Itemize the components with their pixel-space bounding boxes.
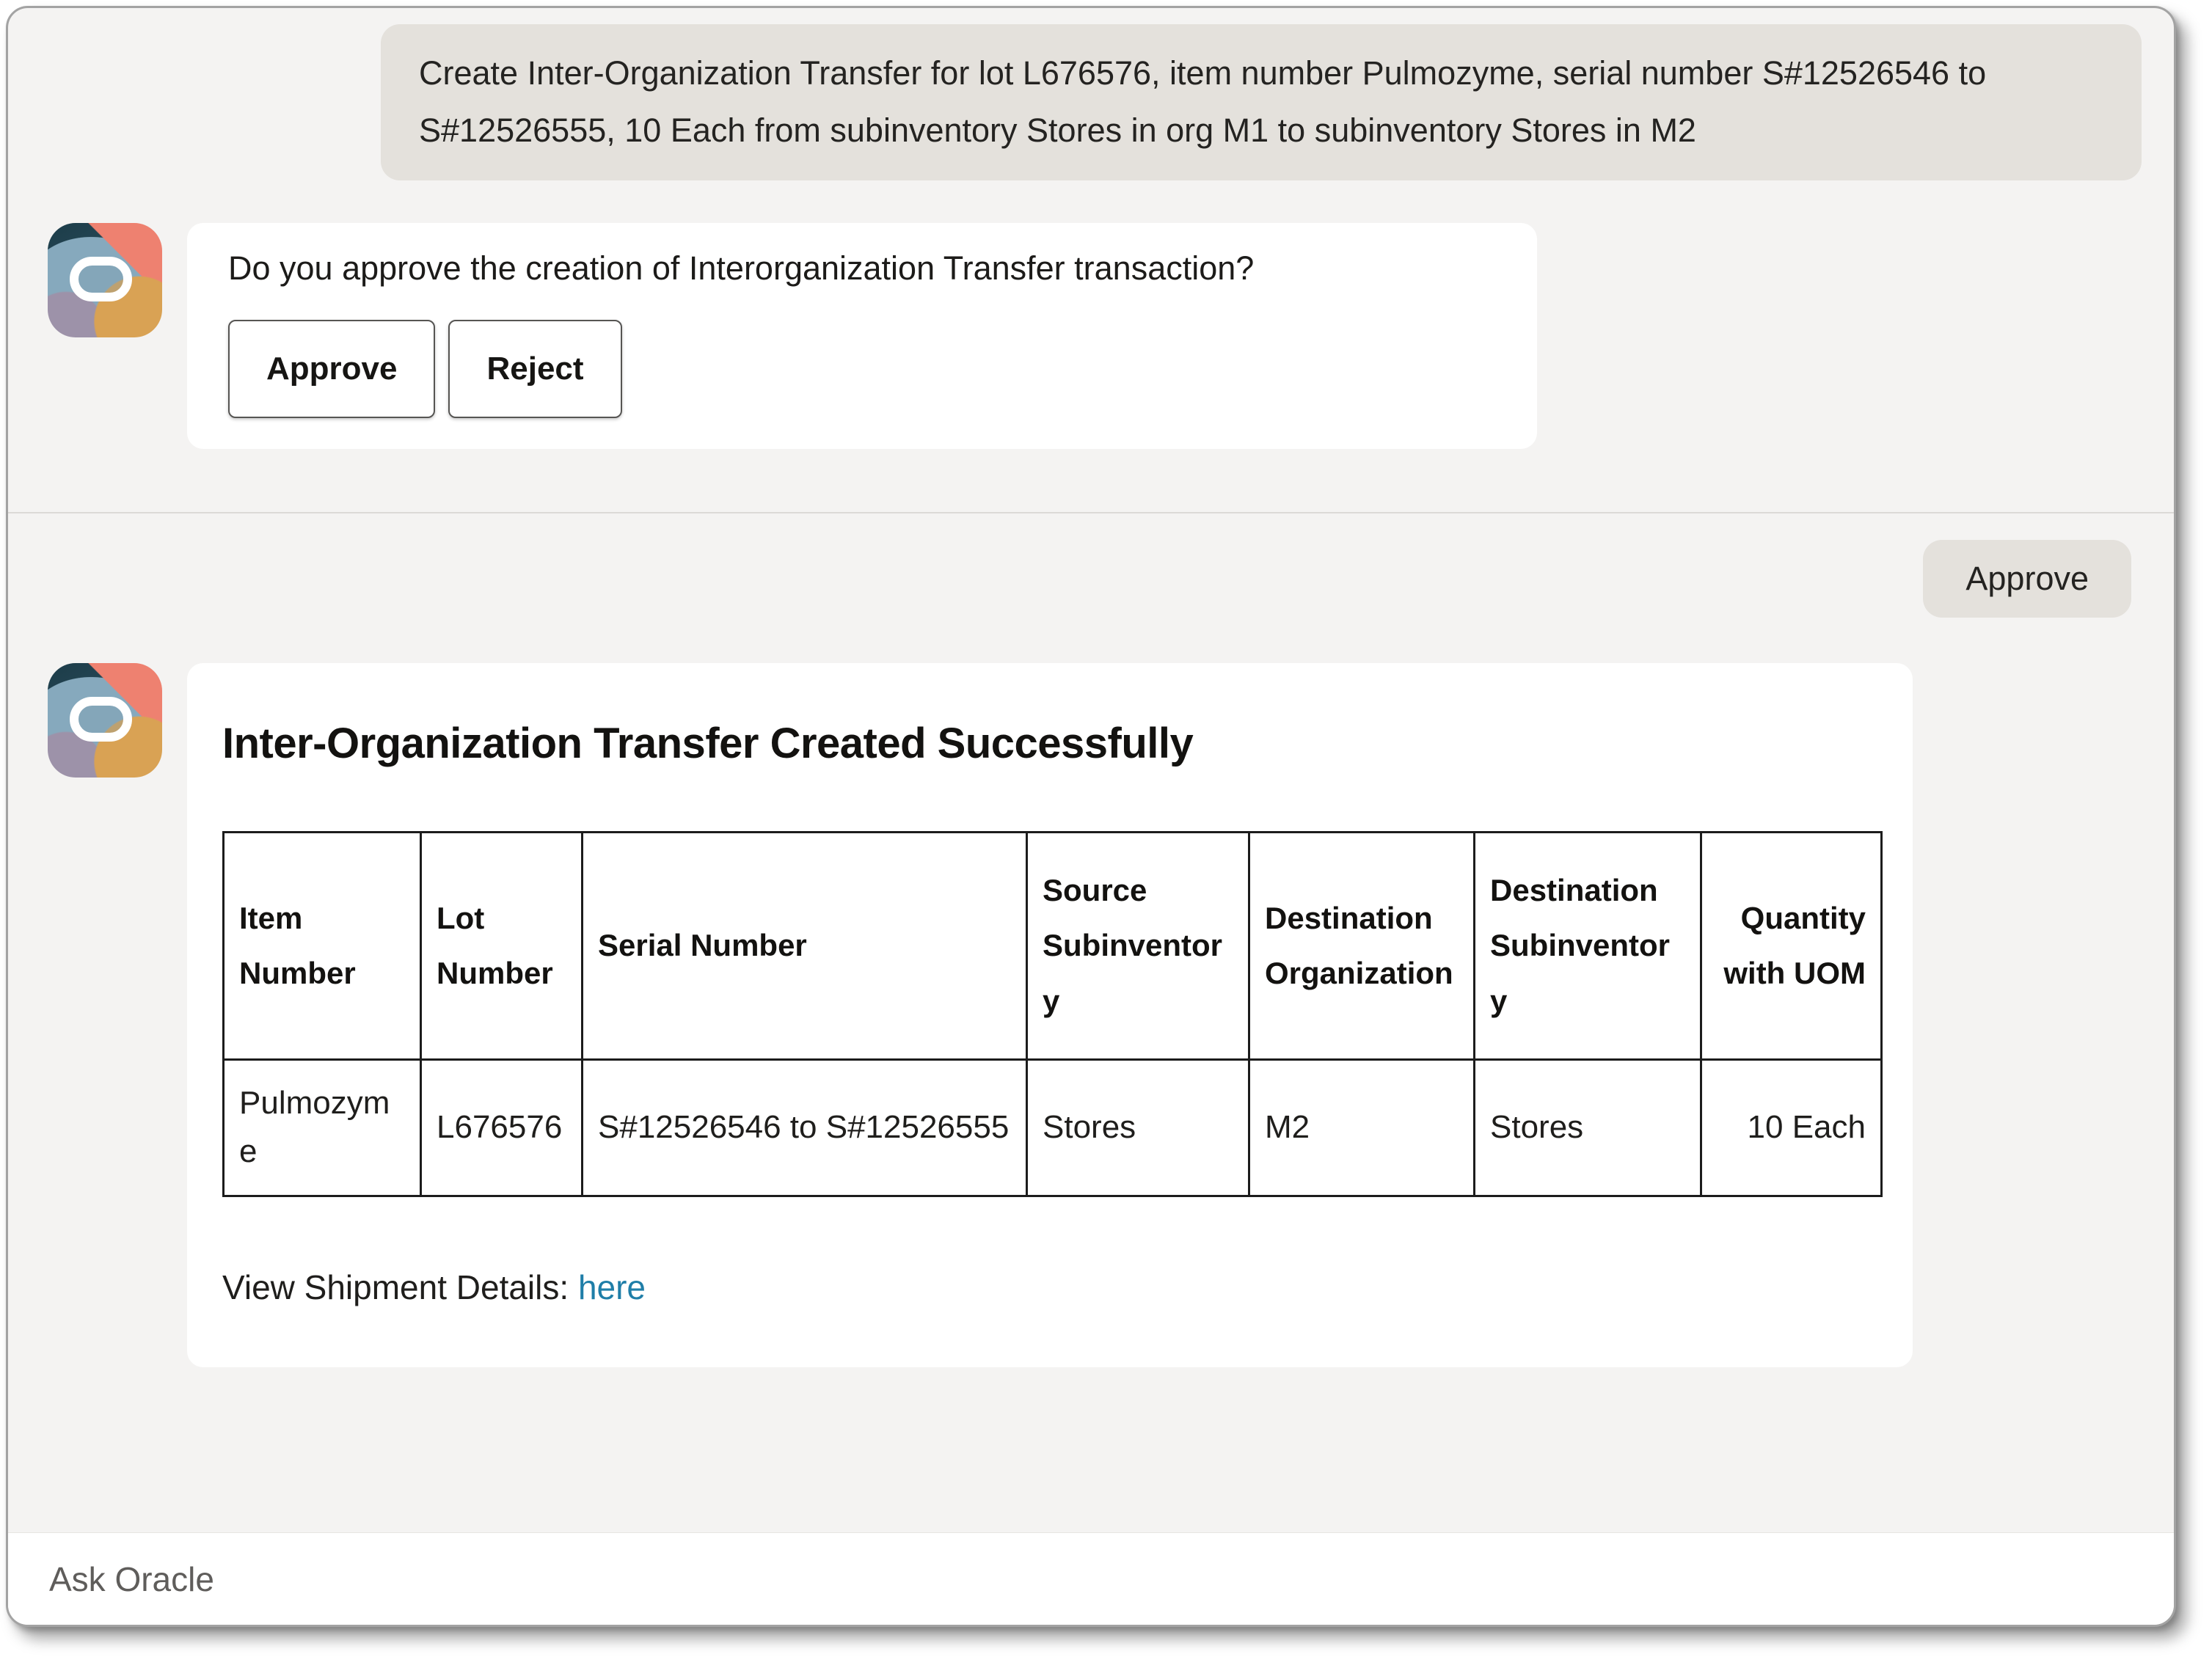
oracle-o-ring-icon [70,257,133,301]
oracle-logo-icon [48,663,162,778]
cell-destination-organization: M2 [1249,1059,1475,1196]
col-item-number: Item Number [224,832,421,1059]
cell-item-number: Pulmozyme [224,1059,421,1196]
col-quantity-uom: Quantity with UOM [1701,832,1882,1059]
table-header-row [224,832,1882,1059]
shipment-details-line [222,1268,1872,1307]
user-message-row [61,540,2142,618]
user-message-row [61,24,2142,180]
cell-source-subinventory: Stores [1027,1059,1249,1196]
result-title: Inter-Organization Transfer Created Successfully [222,719,1194,767]
bot-message-row [61,663,2142,1367]
col-lot-number: Lot Number [421,832,583,1059]
col-source-subinventory: Source Subinventory [1027,832,1249,1059]
chat-window [6,6,2176,1627]
col-destination-organization: Destination Organization [1249,832,1475,1059]
cell-quantity-uom: 10 Each [1701,1059,1882,1196]
shipment-details-link[interactable]: here [577,1268,646,1306]
user-message-bubble: Create Inter-Organization Transfer for lot L676576, item number Pulmozyme, serial number S#12526546 to S#12526555, 10 Each from subinventory Stores in org M1 to subinventory Stores in M2 [381,24,2142,180]
transfer-details-table [222,831,1883,1197]
bot-approval-card [187,223,1537,449]
transfer-result-card [187,663,1913,1367]
ask-oracle-input[interactable] [49,1559,2133,1599]
chat-scroll-area[interactable] [8,8,2174,1532]
col-destination-subinventory: Destination Subinventory [1475,832,1701,1059]
cell-lot-number: L676576 [421,1059,583,1196]
oracle-o-ring-icon [70,697,133,742]
reject-button[interactable]: Reject [448,320,621,418]
table-row [224,1059,1882,1196]
message-input-bar [8,1532,2174,1625]
approval-question-text: Do you approve the creation of Interorganization Transfer transaction? [228,249,1255,287]
cell-destination-subinventory: Stores [1475,1059,1701,1196]
oracle-logo-icon [48,223,162,337]
quick-reply-row [228,320,1496,418]
user-approve-bubble: Approve [1923,540,2131,618]
conversation-divider [8,512,2174,513]
cell-serial-number: S#12526546 to S#12526555 [583,1059,1027,1196]
shipment-details-label: View Shipment Details: [222,1268,569,1306]
approve-button[interactable]: Approve [228,320,435,418]
col-serial-number: Serial Number [583,832,1027,1059]
bot-message-row [61,223,2142,449]
